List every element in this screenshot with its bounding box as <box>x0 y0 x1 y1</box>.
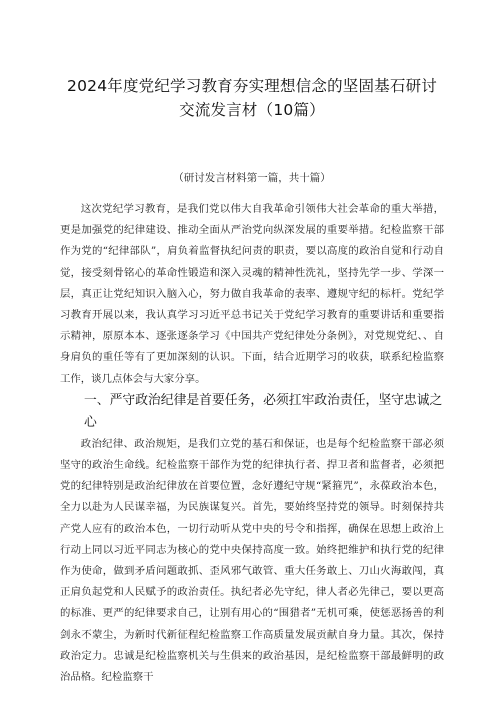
title-line-2: 交流发言材（10篇） <box>179 101 325 119</box>
intro-paragraph: 这次党纪学习教育，是我们党以伟大自我革命引领伟大社会革命的重大举措，更是加强党的纪律建设、推动全面从严治党向纵深发展的重要举措。纪检监察干部作为党的“纪律部队”，肩负着监督执纪问责的职责，要以高度的政治自觉和行动自觉，接受刻骨铭心的革命性锻造和深入灵魂的精神性洗礼，坚持先学一步、学深一层，真正让党纪知识入脑入心，努力做自我革命的表率、遵规守纪的标杆。党纪学习教育开展以来，我认真学习习近平总书记关于党纪学习教育的重要讲话和重要指示精神，原原本本、逐张逐条学习《中国共产党纪律处分条例》，对党规党纪、、自身肩负的重任等有了更加深刻的认识。下面，结合近期学习的收获，联系纪检监察工作，谈几点体会与大家分享。 <box>60 203 444 385</box>
document-subtitle: （研讨发言材料第一篇，共十篇） <box>173 172 331 184</box>
section-paragraph: 政治纪律、政治规矩，是我们立党的基石和保证，也是每个纪检监察干部必须坚守的政治生命线。纪检监察干部作为党的纪律执行者、捍卫者和监督者，必须把党的纪律特别是政治纪律放在首要位置，念好遵纪守规“紧箍咒”，永葆政治本色，全力以赴为人民谋幸福，为民族谋复兴。首先，要始终坚持党的领导。时刻保持共产党人应有的政治本色，一切行动听从党中央的号令和指挥，确保在思想上政治上行动上同以习近平同志为核心的党中央保持高度一致。始终把维护和执行党的纪律作为使命，做到矛盾问题敢抓、歪风邪气敢管、重大任务敢上、刀山火海敢闯，真正肩负起党和人民赋予的政治责任。执纪者必先守纪，律人者必先律己，要以更高的标准、更严的纪律要求自己，让别有用心的“围猎者”无机可乘，使惩恶扬善的利剑永不蒙尘，为新时代新征程纪检监察工作高质量发展贡献自身力量。其次，保持政治定力。忠诚是纪检监察机关与生俱来的政治基因，是纪检监察干部最鲜明的政治品格。纪检监察干 <box>60 437 444 684</box>
document-title <box>60 74 444 122</box>
section-heading: 一、严守政治纪律是首要任务，必须扛牢政治责任，坚守忠诚之心 <box>84 392 443 430</box>
title-line-1: 2024年度党纪学习教育夯实理想信念的坚固基石研讨 <box>67 77 437 95</box>
